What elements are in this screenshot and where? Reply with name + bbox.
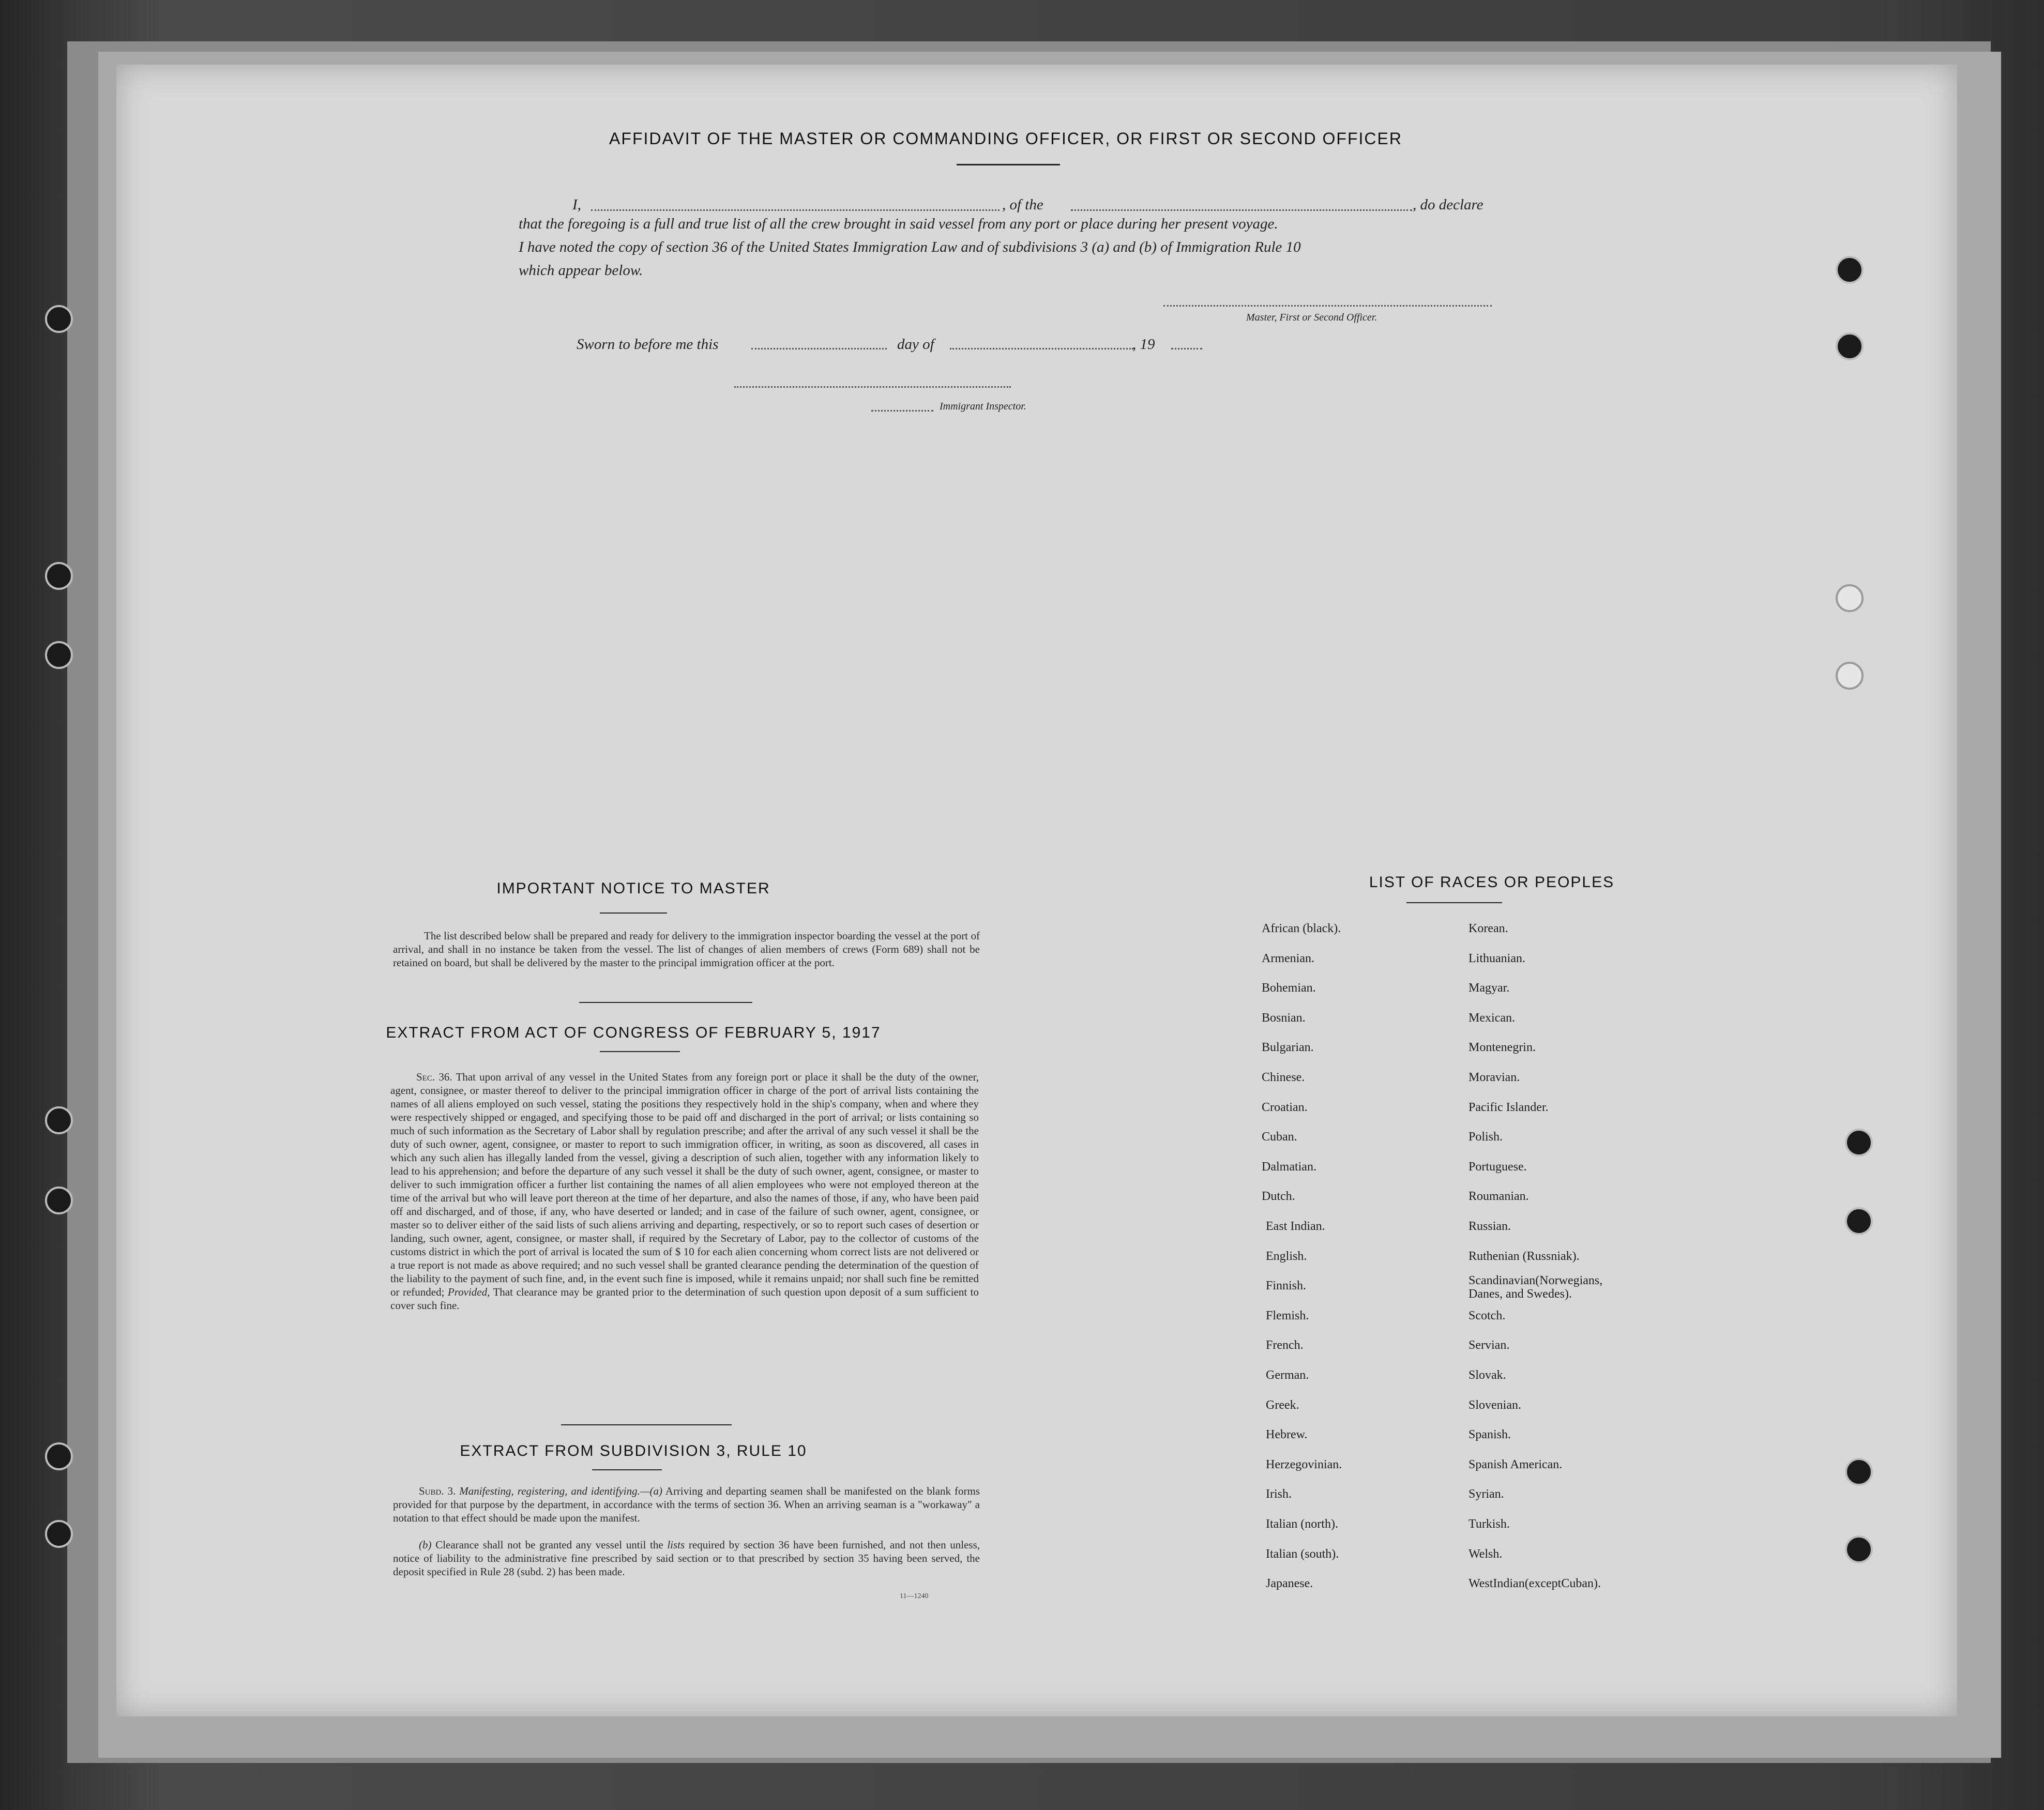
part-b-lists: lists: [667, 1539, 685, 1551]
punch-hole: [45, 641, 73, 669]
sec-36-text-end: That clearance may be granted prior to the determination of such question upon deposit of a sum sufficient to cover such fine.: [390, 1286, 979, 1312]
race-item: Italian (north).: [1266, 1517, 1338, 1531]
punch-hole: [45, 1106, 73, 1134]
name-blank: [591, 209, 1000, 211]
race-item: Irish.: [1266, 1487, 1292, 1501]
subd-heading: Manifesting, registering, and identifying.: [459, 1485, 640, 1497]
part-b-label: (b): [419, 1539, 432, 1551]
part-a-label: —(a): [640, 1485, 662, 1497]
race-item: Slovak.: [1468, 1368, 1506, 1382]
sworn-year-prefix: , 19: [1132, 336, 1155, 353]
race-item: Polish.: [1468, 1130, 1503, 1144]
race-item: Pacific Islander.: [1468, 1100, 1549, 1114]
race-item: WestIndian(exceptCuban).: [1468, 1577, 1601, 1591]
punch-hole: [45, 305, 73, 333]
race-item: French.: [1266, 1339, 1304, 1352]
affidavit-line-3: I have noted the copy of section 36 of the United States Immigration Law and of subdivisions 3 (a) and (b) of Immigration Rule 10: [519, 239, 1301, 255]
sworn-day-blank: [751, 348, 887, 349]
race-item: Armenian.: [1262, 951, 1314, 965]
race-item: Russian.: [1468, 1220, 1511, 1233]
extract-rule-part-b: [393, 1538, 980, 1578]
inspector-signature-line: [734, 386, 1011, 388]
inspector-lead-line: [871, 410, 933, 412]
title-underline: [957, 164, 1060, 165]
extract-rule-underline: [592, 1469, 662, 1470]
sworn-year-blank: [1171, 348, 1202, 349]
race-item: Spanish.: [1468, 1428, 1511, 1442]
race-item: Croatian.: [1262, 1100, 1308, 1114]
race-item: Cuban.: [1262, 1130, 1297, 1144]
subd-label: Subd. 3.: [419, 1485, 456, 1497]
race-item: Moravian.: [1468, 1071, 1520, 1084]
notice-separator: [579, 1002, 752, 1003]
punch-hole: [1845, 1535, 1873, 1563]
race-item: Japanese.: [1266, 1577, 1313, 1591]
punch-hole: [45, 1442, 73, 1470]
race-item: Portuguese.: [1468, 1160, 1527, 1174]
race-item: English.: [1266, 1249, 1307, 1263]
punch-hole: [45, 1187, 73, 1214]
punch-hole: [1836, 584, 1864, 612]
extract-rule-title: EXTRACT FROM SUBDIVISION 3, RULE 10: [460, 1442, 807, 1459]
punch-hole: [45, 1520, 73, 1548]
race-item: Greek.: [1266, 1398, 1299, 1412]
races-title-underline: [1406, 902, 1502, 903]
race-item: Finnish.: [1266, 1279, 1307, 1293]
races-title: LIST OF RACES OR PEOPLES: [1369, 874, 1615, 891]
race-item: Korean.: [1468, 922, 1508, 935]
race-item: Scotch.: [1468, 1309, 1506, 1322]
master-signature-line: [1163, 305, 1492, 307]
punch-hole: [1845, 1129, 1873, 1157]
race-item: Bohemian.: [1262, 981, 1316, 995]
part-b-text-1: Clearance shall not be granted any vessel until the: [435, 1539, 663, 1551]
race-item: African (black).: [1262, 922, 1341, 935]
extract-rule-part-a: [393, 1484, 980, 1525]
sworn-month-blank: [950, 348, 1133, 349]
provided-label: Provided,: [447, 1286, 490, 1298]
affidavit-line-2: that the foregoing is a full and true list of all the crew brought in said vessel from any port or place during her present voyage.: [519, 216, 1278, 232]
notice-text: The list described below shall be prepared and ready for delivery to the immigration inspector boarding the vessel at the port of arrival, and shall in no instance be taken from the vessel. The list of changes of alien members of crews (Form 689) shall not be retained on board, but shall be delivered by the master to the principal immigration officer at the port.: [393, 930, 980, 969]
race-item: Dutch.: [1262, 1190, 1295, 1204]
punch-hole: [1836, 256, 1864, 284]
race-item: Slovenian.: [1468, 1398, 1521, 1412]
race-item: Servian.: [1468, 1339, 1510, 1352]
affidavit-title: AFFIDAVIT OF THE MASTER OR COMMANDING OFFICER, OR FIRST OR SECOND OFFICER: [609, 129, 1402, 148]
notice-title-underline: [600, 912, 667, 914]
race-item: Turkish.: [1468, 1517, 1510, 1531]
race-item: German.: [1266, 1368, 1309, 1382]
notice-title: IMPORTANT NOTICE TO MASTER: [496, 880, 770, 897]
race-item: Syrian.: [1468, 1487, 1504, 1501]
form-number: 11—1240: [900, 1592, 929, 1600]
race-item: Roumanian.: [1468, 1190, 1529, 1204]
race-item: Ruthenian (Russniak).: [1468, 1249, 1580, 1263]
race-item: Montenegrin.: [1468, 1041, 1536, 1055]
extract-act-underline: [600, 1051, 680, 1052]
affidavit-line-4: which appear below.: [519, 262, 643, 279]
race-item: Herzegovinian.: [1266, 1457, 1342, 1471]
master-signature-label: Master, First or Second Officer.: [1246, 312, 1377, 323]
punch-hole: [1836, 662, 1864, 690]
race-item: East Indian.: [1266, 1220, 1325, 1233]
vessel-blank: [1071, 209, 1412, 211]
race-item: Dalmatian.: [1262, 1160, 1316, 1174]
sworn-day-of: day of: [897, 336, 934, 353]
race-item: Lithuanian.: [1468, 951, 1525, 965]
part-a-text: Arriving and departing seamen shall be manifested on the blank forms provided for that purpose by the department, in accordance with the terms of section 36. When an arriving seaman is a "workaway" a notation to that effect should be made upon the manifest.: [393, 1485, 980, 1524]
race-item: Bulgarian.: [1262, 1041, 1314, 1055]
part-b-text-2: required by section 36 have been furnished, and not then unless, notice of liability to the administrative fine prescribed by said section or to that prescribed by section 35 having been served, the deposit specified in Rule 28 (subd. 2) has been made.: [393, 1539, 980, 1578]
sworn-prefix: Sworn to before me this: [577, 336, 719, 353]
punch-hole: [45, 562, 73, 590]
race-item: Chinese.: [1262, 1071, 1305, 1084]
sec-label: Sec. 36.: [416, 1071, 452, 1083]
punch-hole: [1845, 1458, 1873, 1486]
race-item: Scandinavian(Norwegians, Danes, and Swedes).: [1468, 1274, 1603, 1301]
race-item: Italian (south).: [1266, 1547, 1339, 1561]
race-item: Bosnian.: [1262, 1011, 1306, 1025]
race-item: Spanish American.: [1468, 1457, 1563, 1471]
document-page: [116, 65, 1957, 1716]
affidavit-i: I,: [572, 196, 581, 213]
race-item: Hebrew.: [1266, 1428, 1308, 1442]
extract-act-separator: [561, 1424, 732, 1425]
affidavit-do-declare: , do declare: [1413, 196, 1483, 213]
extract-act-text: [390, 1070, 979, 1312]
punch-hole: [1836, 332, 1864, 360]
affidavit-of-the: , of the: [1002, 196, 1043, 213]
race-item: Mexican.: [1468, 1011, 1515, 1025]
sec-36-text: That upon arrival of any vessel in the United States from any foreign port or place it shall be the duty of the owner, agent, consignee, or master thereof to deliver to the principal immigration officer in charge of the port of arrival lists containing the names of all aliens employed on such vessel, stating the positions they respectively hold in the ship's company, when and where they were respectively shipped or engaged, and specifying those to be paid off and discharged in the port of arrival; or lists containing so much of such information as the Secretary of Labor shall by regulation prescribe; and after the arrival of any such vessel it shall be the duty of such owner, agent, consignee, or master to report to such immigration officer, in writing, as soon as discovered, all cases in which any such alien has illegally landed from the vessel, giving a description of such alien, together with any information likely to lead to his apprehension; and before the departure of any such vessel it shall be the duty of such owner, agent, consignee, or master to deliver to such immigration officer a further list containing the names of all alien employees who were not employed thereon at the time of the arrival but who will leave port thereon at the time of her departure, and also the names of those, if any, who have been paid off and discharged, and of those, if any, who have deserted or landed; and in case of the failure of such owner, agent, consignee, or master so to deliver either of the said lists of such aliens arriving and departing, respectively, or so to report such cases of desertion or landing, such owner, agent, consignee, or master shall, if required by the Secretary of Labor, pay to the collector of customs of the customs district in which the port of arrival is located the sum of $ 10 for each alien concerning whom correct lists are not delivered or a true report is not made as above required; and no such vessel shall be granted clearance pending the determination of the question of the liability to the payment of such fine, and, in the event such fine is imposed, while it remains unpaid; nor shall such fine be remitted or refunded;: [390, 1071, 979, 1298]
race-item: Magyar.: [1468, 981, 1510, 995]
punch-hole: [1845, 1207, 1873, 1235]
extract-act-title: EXTRACT FROM ACT OF CONGRESS OF FEBRUARY 5, 1917: [386, 1024, 881, 1041]
race-item: Welsh.: [1468, 1547, 1503, 1561]
inspector-label: Immigrant Inspector.: [940, 401, 1026, 412]
race-item: Flemish.: [1266, 1309, 1309, 1322]
